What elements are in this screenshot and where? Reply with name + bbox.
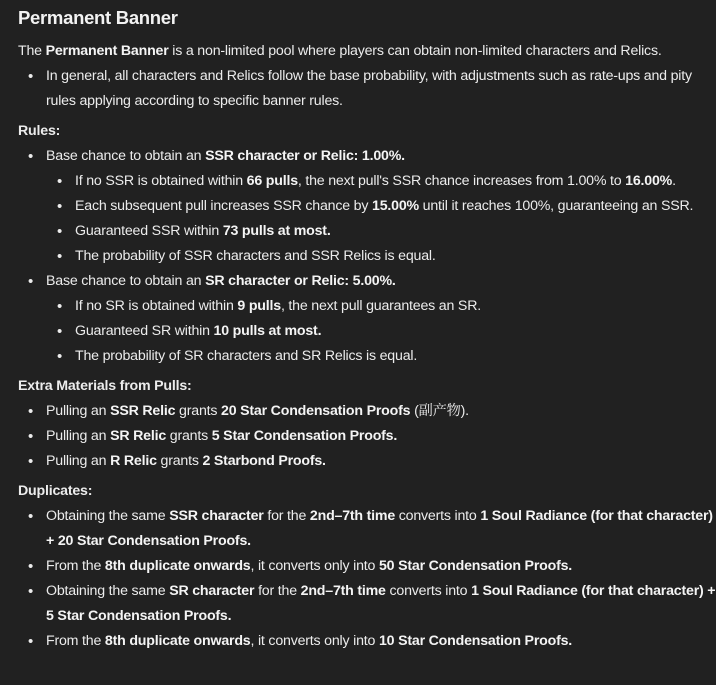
list-item [46,344,716,369]
ssr-sublist [46,169,716,269]
duplicates-list [18,504,716,654]
bold-text: SSR character or Relic: 1.00%. [205,148,405,164]
list-item [18,629,716,654]
text: for the [254,583,301,599]
text: From the [46,633,105,649]
text: If no SSR is obtained within [75,173,247,189]
bold-text: R Relic [110,453,157,469]
text: Pulling an [46,403,111,419]
text: , the next pull guarantees an SR. [280,298,481,314]
intro-text: The [18,43,46,59]
bold-text: 1 Soul Radiance (for that character) + 20 Star Condensation Proofs. [46,508,713,549]
bold-text: SR character or Relic: 5.00%. [205,273,396,289]
bold-text: 66 pulls [246,173,298,189]
text: converts into [395,508,481,524]
text: grants [166,428,212,444]
bold-text: 10 pulls at most. [213,323,322,339]
bold-text: 8th duplicate onwards [104,558,251,574]
text: Obtaining the same [46,508,170,524]
list-item [46,194,716,219]
bold-text: SSR character [169,508,264,524]
text: Obtaining the same [46,583,170,599]
text: until it reaches 100%, guaranteeing an SSR. [418,198,694,214]
page-title: Permanent Banner [18,7,178,28]
list-item [18,424,716,449]
intro-list [18,64,716,114]
list-item: • In general, all characters and Relics follow the base probability, with adjustments such as rate-ups and pity rules applying according to specific banner rules. [18,64,716,114]
bold-text: 2nd–7th time [300,583,386,599]
bold-text: 5 Star Condensation Proofs. [211,428,398,444]
intro-text-end: is a non-limited pool where players can obtain non-limited characters and Relics. [168,43,662,59]
rules-list [18,144,716,369]
text: . [672,173,676,189]
bold-text: 15.00% [372,198,419,214]
bold-text: SR character [169,583,255,599]
text: grants [175,403,222,419]
text: , it converts only into [250,633,379,649]
bold-text: SSR Relic [110,403,176,419]
bold-text: 20 Star Condensation Proofs [221,403,411,419]
list-item [18,399,716,424]
text: Guaranteed SR within [75,323,214,339]
duplicates-heading: Duplicates: [18,483,93,499]
bold-text: 73 pulls at most. [222,223,331,239]
text: , the next pull's SSR chance increases from 1.00% to [297,173,626,189]
extra-materials-list [18,399,716,474]
rules-heading: Rules: [18,123,61,139]
bold-text: 2 Starbond Proofs. [202,453,326,469]
text: Base chance to obtain an [46,148,206,164]
text: Pulling an [46,453,111,469]
list-item [46,169,716,194]
list-item [46,244,716,269]
list-item-ssr-base [18,144,716,269]
list-item [46,294,716,319]
list-item [18,504,716,554]
intro-bold: Permanent Banner [45,43,169,59]
extra-materials-heading: Extra Materials from Pulls: [18,378,192,394]
list-item [18,579,716,629]
bold-text: 10 Star Condensation Proofs. [378,633,573,649]
bold-text: 1 Soul Radiance (for that character) + 5 Star Condensation Proofs. [46,583,716,624]
bold-text: 50 Star Condensation Proofs. [378,558,573,574]
sr-sublist [46,294,716,369]
text: Guaranteed SSR within [75,223,223,239]
text: for the [263,508,310,524]
bold-text: 9 pulls [237,298,281,314]
bold-text: SR Relic [110,428,167,444]
list-item [18,554,716,579]
text: converts into [385,583,472,599]
text: Pulling an [46,428,111,444]
bold-text: 8th duplicate onwards [104,633,251,649]
text: If no SR is obtained within [75,298,238,314]
text: Base chance to obtain an [46,273,206,289]
list-item-sr-base [18,269,716,369]
list-item [46,219,716,244]
text: The probability of SSR characters and SSR Relics is equal. [75,248,436,264]
text: (副产物). [410,403,469,419]
text: Each subsequent pull increases SSR chance by [75,198,373,214]
intro-paragraph [18,39,716,64]
bold-text: 2nd–7th time [309,508,396,524]
list-item [46,319,716,344]
text: grants [156,453,203,469]
text: From the [46,558,105,574]
text: , it converts only into [250,558,379,574]
text: The probability of SR characters and SR Relics is equal. [75,348,418,364]
list-item [18,449,716,474]
bold-text: 16.00% [625,173,673,189]
